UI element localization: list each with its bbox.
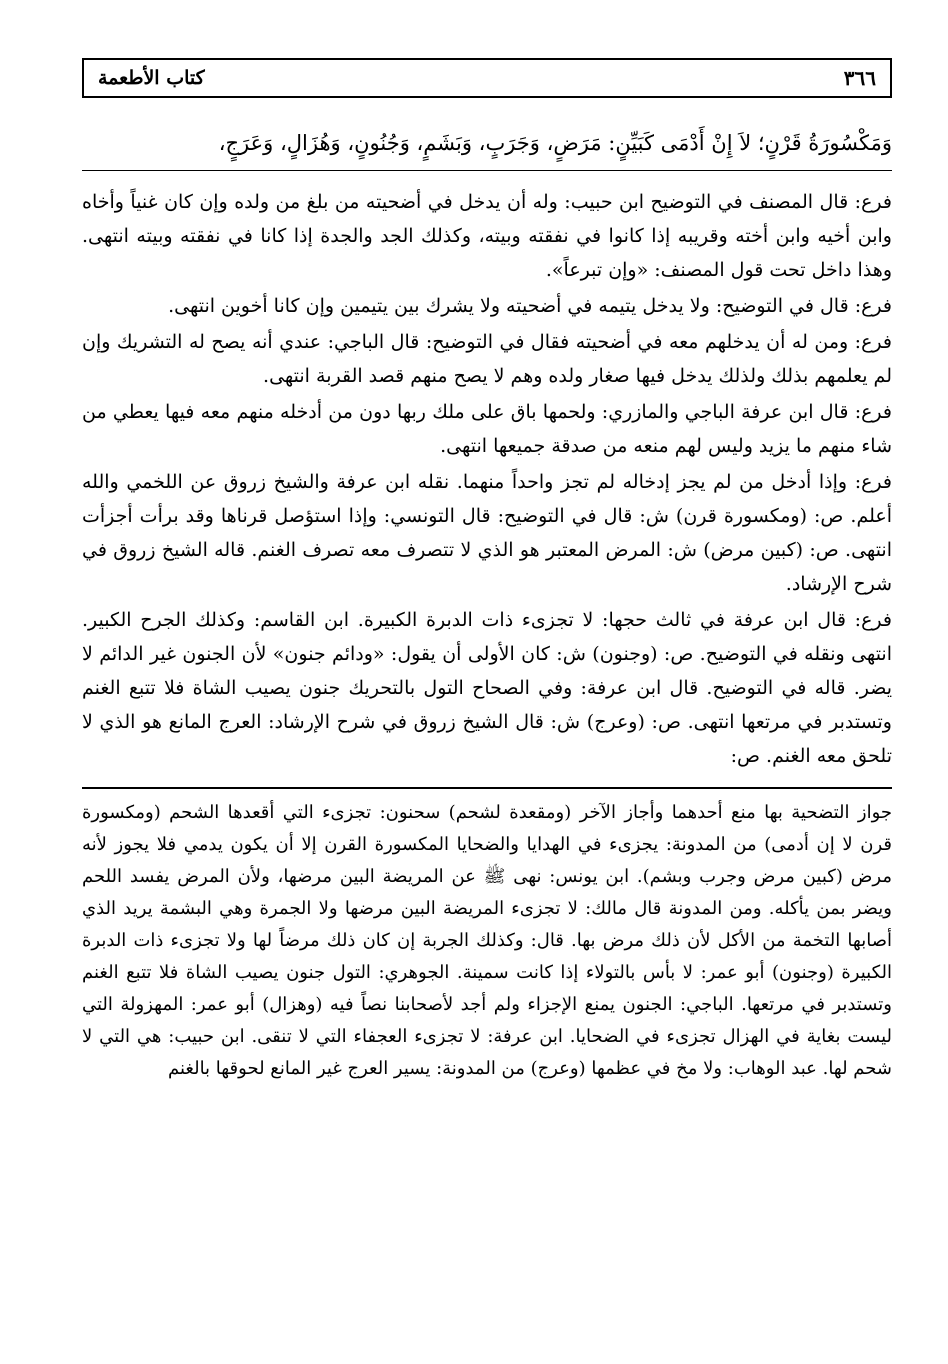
- page-number: ٣٦٦: [843, 66, 876, 90]
- paragraph: فرع: قال ابن عرفة الباجي والمازري: ولحمها باق على ملك ربها دون من أدخله منهم معه فيها يعطي من شاء منهم ما يزيد وليس لهم منعه من صدقة جميعها انتهى.: [82, 401, 892, 457]
- paragraph: فرع: قال في التوضيح: ولا يدخل يتيمه في أضحيته ولا يشرك بين يتيمين وإن كانا أخوين انتهى.: [168, 295, 892, 317]
- paragraph: فرع: قال المصنف في التوضيح ابن حبيب: وله أن يدخل في أضحيته من بلغ من ولده وإن كان غنياً وأخاه وابن أخيه وابن أخته وقريبه إذا كانوا في نفقته وبيته، وكذلك الجد والجدة إذا كانا في نفقته وبيته انتهى. وهذا داخل تحت قول المصنف: «وإن تبرعاً».: [82, 191, 892, 281]
- footnote-divider: [82, 787, 892, 789]
- paragraph: فرع: وإذا أدخل من لم يجز إدخاله لم تجز واحداً منهما. نقله ابن عرفة والشيخ زروق عن اللخمي والله أعلم. ص: (ومكسورة قرن) ش: قال في التوضيح: قال التونسي: وإذا استؤصل قرناها وقد برأت أجزأت انتهى. ص: (كبين مرض) ش: المرض المعتبر هو الذي لا تتصرف معه تصرف الغنم. قاله الشيخ زروق في شرح الإرشاد.: [82, 471, 892, 595]
- footnote-text: جواز التضحية بها منع أحدهما وأجاز الآخر (ومقعدة لشحم) سحنون: تجزىء التي أقعدها الشحم (ومكسورة قرن لا إن أدمى) من المدونة: يجزىء في الهدايا والضحايا المكسورة القرن إلا أن يكون يدمي فلا يجوز لأنه مرض (كبين مرض وجرب وبشم). ابن يونس: نهى ﷺ عن المريضة البين مرضها، ولأن المرض يفسد اللحم ويضر بمن يأكله. ومن المدونة قال مالك: لا تجزىء المريضة البين مرضها ولا الجمرة وهي البشمة يريد الذي أصابها التخمة من الأكل لأن ذلك مرض بها. قال: وكذلك الجربة إن كان ذلك مرضاً لها ولا تجزىء ذات الدبرة الكبيرة (وجنون) أبو عمر: لا بأس بالتولاء إذا كانت سمينة. الجوهري: التول جنون يصيب الشاة فلا تتبع الغنم وتستدبر في مرتعها. الباجي: الجنون يمنع الإجزاء ولم أجد لأصحابنا نصاً فيه (وهزال) أبو عمر: المهزولة التي ليست بغاية في الهزال تجزىء في الضحايا. ابن عرفة: لا تجزىء العجفاء التي لا تنقى. ابن حبيب: هي التي لا شحم لها. عبد الوهاب: ولا مخ في عظمها (وعرج) من المدونة: يسير العرج غير المانع لحوقها بالغنم: [82, 802, 892, 1079]
- page: [82, 58, 892, 1085]
- matn-text: وَمَكْسُورَةُ قَرْنٍ؛ لاَ إِنْ أَدْمَى كَبَيِّنٍ: مَرَضٍ، وَجَرَبٍ، وَبَشَمٍ، وَجُنُونٍ، وَهُزَالٍ، وَعَرَجٍ،: [82, 126, 892, 171]
- paragraph: فرع: قال ابن عرفة في ثالث حجها: لا تجزىء ذات الدبرة الكبيرة. ابن القاسم: وكذلك الجرح الكبير. انتهى ونقله في التوضيح. ص: (وجنون) ش: كان الأولى أن يقول: «ودائم جنون» لأن الجنون غير الدائم لا يضر. قاله في التوضيح. قال ابن عرفة: وفي الصحاح التول بالتحريك جنون يصيب الشاة فلا تتبع الغنم وتستدبر في مرتعها انتهى. ص: (وعرج) ش: قال الشيخ زروق في شرح الإرشاد: العرج المانع هو الذي لا تلحق معه الغنم. ص:: [82, 609, 892, 767]
- paragraph: فرع: ومن له أن يدخلهم معه في أضحيته فقال في التوضيح: قال الباجي: عندي أنه يصح له التشريك وإن لم يعلمهم بذلك ولذلك يدخل فيها صغار ولده وهم لا يصح منهم قصد القربة انتهى.: [82, 331, 892, 387]
- chapter-title: كتاب الأطعمة: [98, 67, 205, 89]
- commentary-body: [82, 185, 892, 773]
- page-header: [82, 58, 892, 98]
